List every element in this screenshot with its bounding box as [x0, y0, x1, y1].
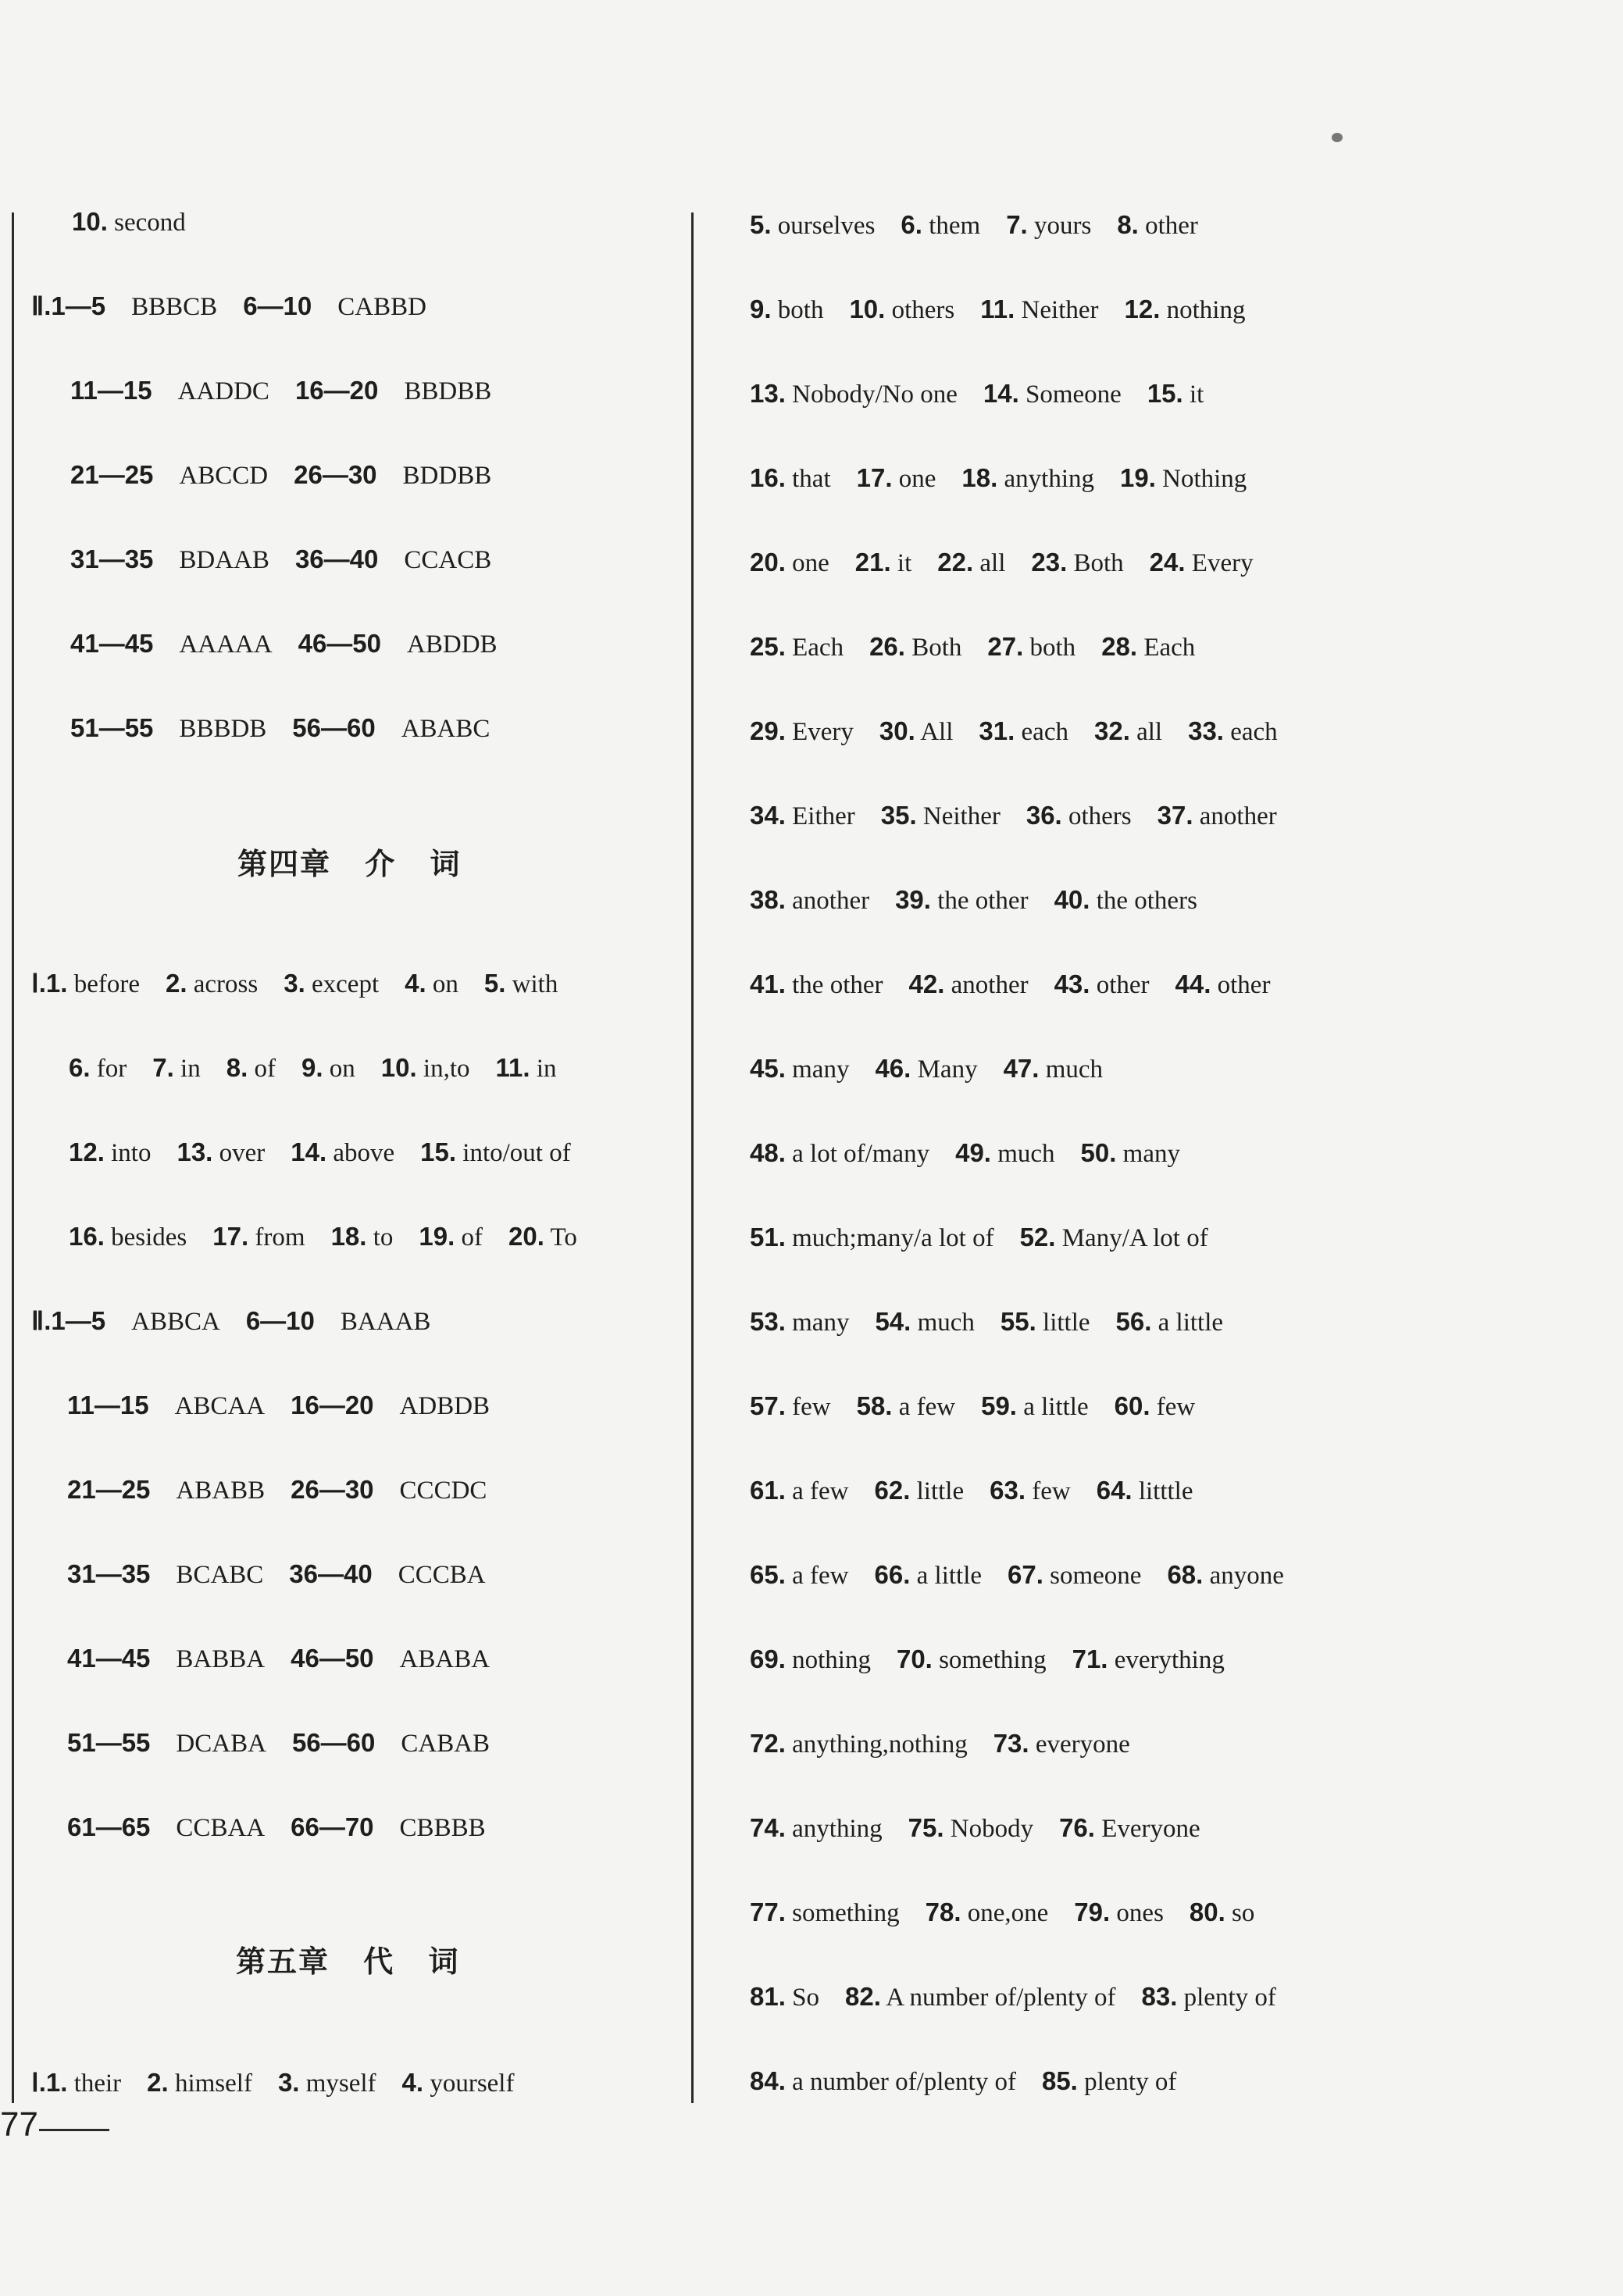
answer-line: 81. So 82. A number of/plenty of 83. plenty of	[750, 1982, 1276, 2012]
answer-line: 10. second	[72, 207, 186, 237]
answer-line: 21—25 ABABB 26—30 CCCDC	[67, 1475, 487, 1505]
answer-line: 25. Each 26. Both 27. both 28. Each	[750, 632, 1196, 662]
answer-line: 69. nothing 70. something 71. everything	[750, 1644, 1225, 1674]
answer-line: 13. Nobody/No one 14. Someone 15. it	[750, 379, 1204, 409]
answer-line: 21—25 ABCCD 26—30 BDDBB	[70, 460, 492, 490]
answer-line: 65. a few 66. a little 67. someone 68. anyone	[750, 1560, 1284, 1590]
answer-line: 72. anything,nothing 73. everyone	[750, 1729, 1130, 1759]
answer-line: 51—55 BBBDB 56—60 ABABC	[70, 713, 490, 743]
answer-line: 11—15 ABCAA 16—20 ADBDB	[67, 1391, 490, 1420]
answer-line: 41. the other 42. another 43. other 44. other	[750, 969, 1271, 999]
answer-line: Ⅱ.1—5 ABBCA 6—10 BAAAB	[31, 1306, 431, 1336]
answer-line: 77. something 78. one,one 79. ones 80. so	[750, 1898, 1255, 1927]
answer-line: 51. much;many/a lot of 52. Many/A lot of	[750, 1223, 1208, 1252]
chapter-heading-5: 第五章 代 词	[236, 1944, 460, 1979]
answer-line: 53. many 54. much 55. little 56. a little	[750, 1307, 1224, 1337]
page-number-rule	[39, 2129, 109, 2131]
answer-line: 48. a lot of/many 49. much 50. many	[750, 1138, 1180, 1168]
answer-line: 20. one 21. it 22. all 23. Both 24. Every	[750, 548, 1254, 577]
column-divider	[691, 212, 694, 2103]
answer-line: 45. many 46. Many 47. much	[750, 1054, 1104, 1084]
answer-line: Ⅱ.1—5 BBBCB 6—10 CABBD	[31, 291, 426, 321]
answer-line: 9. both 10. others 11. Neither 12. nothing	[750, 295, 1246, 324]
answer-line: 51—55 DCABA 56—60 CABAB	[67, 1728, 490, 1758]
answer-line: 5. ourselves 6. them 7. yours 8. other	[750, 210, 1198, 240]
answer-line: 38. another 39. the other 40. the others	[750, 885, 1197, 915]
answer-line: 41—45 BABBA 46—50 ABABA	[67, 1644, 490, 1673]
answer-line: 74. anything 75. Nobody 76. Everyone	[750, 1813, 1200, 1843]
answer-line: 16. that 17. one 18. anything 19. Nothing	[750, 463, 1247, 493]
answer-line: 41—45 AAAAA 46—50 ABDDB	[70, 629, 498, 659]
answer-line: 31—35 BCABC 36—40 CCCBA	[67, 1559, 486, 1589]
print-speck	[1332, 133, 1343, 142]
chapter-heading-4: 第四章 介 词	[237, 847, 462, 881]
page-number: 77	[0, 2105, 38, 2144]
answer-line: 29. Every 30. All 31. each 32. all 33. each	[750, 716, 1278, 746]
answer-line: 57. few 58. a few 59. a little 60. few	[750, 1391, 1196, 1421]
answer-line: 6. for 7. in 8. of 9. on 10. in,to 11. in	[69, 1053, 557, 1083]
answer-line: 61. a few 62. little 63. few 64. litttle	[750, 1476, 1193, 1505]
answer-line: 84. a number of/plenty of 85. plenty of	[750, 2066, 1177, 2096]
answer-line: Ⅰ.1. before 2. across 3. except 4. on 5. with	[31, 969, 558, 998]
answer-line: 31—35 BDAAB 36—40 CCACB	[70, 545, 492, 574]
left-margin-rule	[12, 212, 14, 2103]
answer-line: 34. Either 35. Neither 36. others 37. another	[750, 801, 1277, 830]
answer-line: 61—65 CCBAA 66—70 CBBBB	[67, 1812, 486, 1842]
answer-line: Ⅰ.1. their 2. himself 3. myself 4. yourself	[31, 2068, 515, 2098]
answer-line: 12. into 13. over 14. above 15. into/out of	[69, 1137, 571, 1167]
answer-line: 11—15 AADDC 16—20 BBDBB	[70, 376, 492, 405]
answer-line: 16. besides 17. from 18. to 19. of 20. To	[69, 1222, 577, 1252]
